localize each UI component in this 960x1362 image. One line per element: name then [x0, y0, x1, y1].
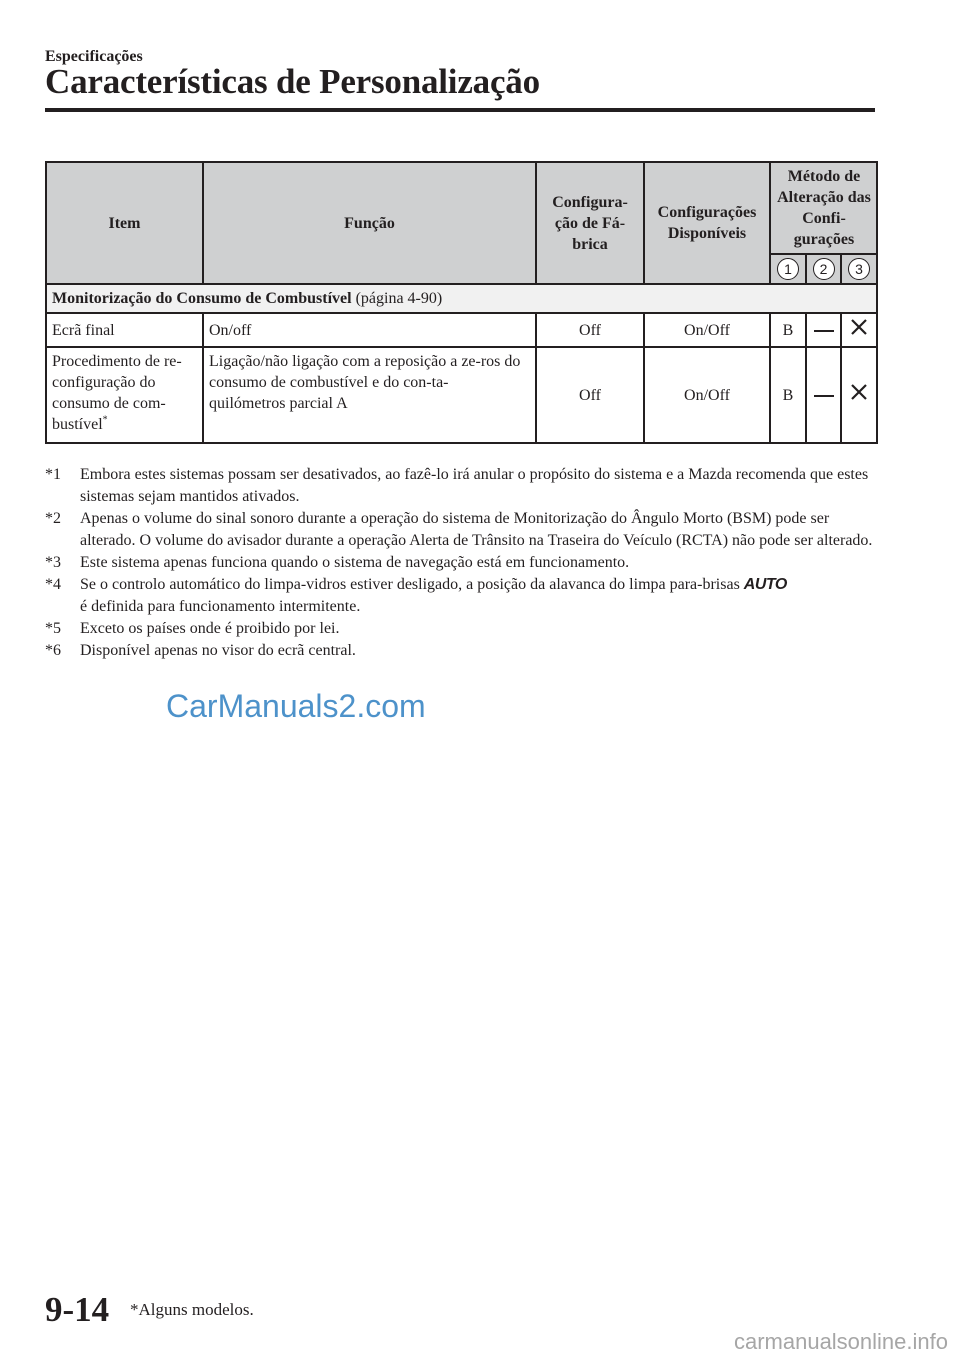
page-number: 9-14 — [45, 1290, 110, 1329]
row-method-3 — [841, 347, 877, 443]
row-item: Ecrã final — [46, 313, 203, 347]
title-rule — [45, 108, 875, 112]
footnotes — [45, 464, 875, 662]
table-row — [46, 347, 877, 443]
customization-table — [45, 161, 878, 444]
asterisk-sup: * — [102, 414, 108, 426]
method-2-header — [806, 254, 841, 284]
table-row — [46, 313, 877, 347]
footnote: *5 Exceto os países onde é proibido por lei. — [45, 620, 340, 637]
row-method-1: B — [770, 347, 806, 443]
table-section-row — [46, 284, 877, 313]
footnote: *4 Se o controlo automático do limpa-vidros estiver desligado, a posição da alavanca do limpa para-brisas AUTO é definida para funcionamento intermitente. — [45, 576, 787, 615]
circled-1-icon: 1 — [777, 258, 799, 280]
row-item: Procedimento de re-configuração do consumo de com-bustível* — [46, 347, 203, 443]
dash-icon — [814, 330, 834, 332]
header-metodo: Método de Alteração das Confi-gurações — [770, 162, 877, 254]
table-header-row — [46, 162, 877, 254]
auto-icon: AUTO — [743, 576, 787, 593]
header-item: Item — [46, 162, 203, 284]
circled-2-icon: 2 — [813, 258, 835, 280]
footer-note: *Alguns modelos. — [130, 1300, 254, 1319]
row-method-2 — [806, 347, 841, 443]
row-method-1: B — [770, 313, 806, 347]
row-method-2 — [806, 313, 841, 347]
header-disponiveis: Configurações Disponíveis — [644, 162, 770, 284]
header-fabrica: Configura-ção de Fá-brica — [536, 162, 644, 284]
row-funcao: Ligação/não ligação com a reposição a ze-ros do consumo de combustível e do con-ta-quilómetros parcial A — [203, 347, 536, 443]
dash-icon — [814, 395, 834, 397]
footnote: *2 Apenas o volume do sinal sonoro durante a operação do sistema de Monitorização do Ângulo Morto (BSM) pode ser alterado. O volume do avisador durante a operação Alerta de Trânsito na Traseira do Veículo (RCTA) não pode ser alterado. — [45, 510, 873, 549]
row-method-3 — [841, 313, 877, 347]
method-1-header — [770, 254, 806, 284]
section-title: Monitorização do Consumo de Combustível — [52, 290, 352, 307]
cross-icon — [850, 318, 868, 336]
section-label: Especificações — [45, 48, 143, 65]
footer-watermark: carmanualsonline.info — [733, 1329, 948, 1354]
page-title: Características de Personalização — [45, 62, 540, 101]
row-fabrica: Off — [536, 347, 644, 443]
row-disponiveis: On/Off — [644, 347, 770, 443]
section-page-ref: (página 4-90) — [355, 290, 443, 307]
cross-icon — [850, 383, 868, 401]
row-disponiveis: On/Off — [644, 313, 770, 347]
row-funcao: On/off — [203, 313, 536, 347]
row-fabrica: Off — [536, 313, 644, 347]
watermark-carmanuals: CarManuals2.com — [166, 688, 426, 724]
footnote: *6 Disponível apenas no visor do ecrã central. — [45, 642, 356, 659]
header-funcao: Função — [203, 162, 536, 284]
method-3-header — [841, 254, 877, 284]
section-cell — [46, 284, 877, 313]
footnote: *1 Embora estes sistemas possam ser desativados, ao fazê-lo irá anular o propósito do sistema e a Mazda recomenda que estes sistemas sejam mantidos ativados. — [45, 466, 869, 505]
circled-3-icon: 3 — [848, 258, 870, 280]
footnote: *3 Este sistema apenas funciona quando o sistema de navegação está em funcionamento. — [45, 554, 630, 571]
